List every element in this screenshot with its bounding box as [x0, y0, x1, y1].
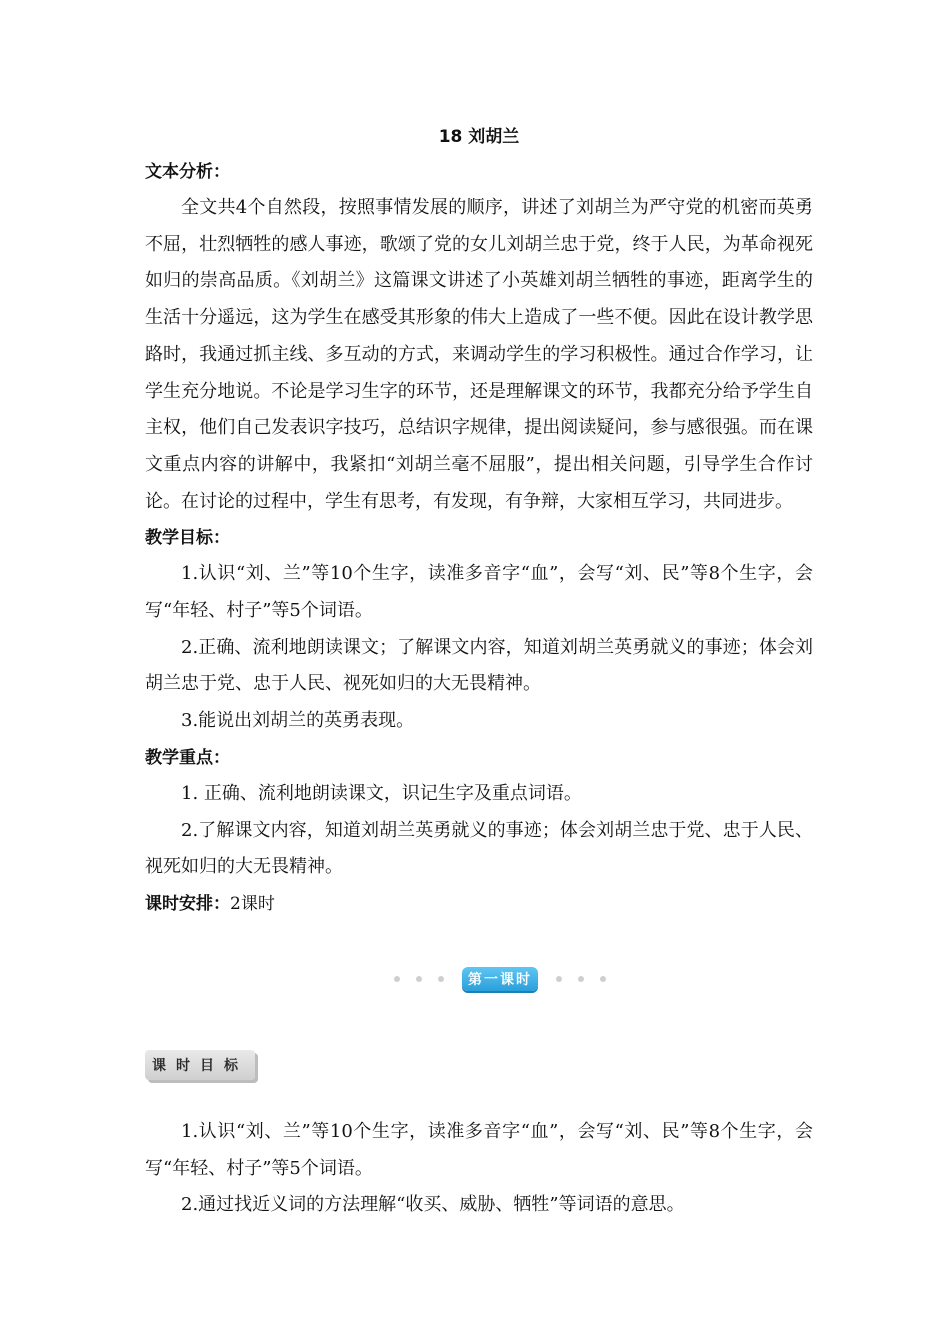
schedule-heading: 课时安排： [145, 893, 230, 914]
lesson-goal-tag-label: 课时目标 [152, 1058, 248, 1074]
lesson-goal-item: 1.认识“刘、兰”等10个生字，读准多音字“血”，会写“刘、民”等8个生字，会写“年轻、村子”等5个词语。 [145, 1121, 813, 1179]
lesson-goals [145, 1114, 813, 1224]
schedule-value: 2课时 [230, 893, 275, 914]
divider-dot [600, 976, 606, 982]
analysis-text: 全文共4个自然段，按照事情发展的顺序，讲述了刘胡兰为严守党的机密而英勇不屈，壮烈牺牲的感人事迹，歌颂了党的女儿刘胡兰忠于党，终于人民，为革命视死如归的崇高品质。《刘胡兰》这篇课文讲述了小英雄刘胡兰牺牲的事迹，距离学生的生活十分遥远，这为学生在感受其形象的伟大上造成了一些不便。因此在设计教学思路时，我通过抓主线、多互动的方式，来调动学生的学习积极性。通过合作学习，让学生充分地说。不论是学习生字的环节，还是理解课文的环节，我都充分给予学生自主权，他们自己发表识字技巧，总结识字规律，提出阅读疑问，参与感很强。而在课文重点内容的讲解中，我紧扣“刘胡兰毫不屈服”，提出相关问题，引导学生合作讨论。在讨论的过程中，学生有思考，有发现，有争辩，大家相互学习，共同进步。 [145, 197, 813, 512]
goal-item: 3.能说出刘胡兰的英勇表现。 [181, 710, 415, 732]
lesson-badge [462, 967, 538, 991]
divider-dot [438, 976, 444, 982]
lesson-goal-tag [145, 1050, 255, 1080]
goal-item: 2.正确、流利地朗读课文；了解课文内容，知道刘胡兰英勇就义的事迹；体会刘胡兰忠于党、忠于人民、视死如归的大无畏精神。 [145, 636, 813, 695]
goal-item: 1.认识“刘、兰”等10个生字，读准多音字“血”，会写“刘、民”等8个生字，会写“年轻、村子”等5个词语。 [145, 563, 813, 622]
divider-dot [578, 976, 584, 982]
divider-dot [394, 976, 400, 982]
page-title: 18 刘胡兰 [438, 127, 520, 147]
goals-heading: 教学目标： [145, 528, 230, 549]
schedule-line [145, 886, 813, 922]
focus-heading: 教学重点： [145, 747, 230, 768]
document-body [145, 120, 813, 922]
lesson-divider [360, 962, 640, 996]
lesson-badge-label: 第一课时 [468, 972, 532, 988]
focus-item: 2.了解课文内容，知道刘胡兰英勇就义的事迹；体会刘胡兰忠于党、忠于人民、视死如归的大无畏精神。 [145, 819, 813, 878]
lesson-goal-item: 2.通过找近义词的方法理解“收买、威胁、牺牲”等词语的意思。 [181, 1194, 685, 1216]
analysis-heading: 文本分析： [145, 162, 230, 182]
focus-item: 1. 正确、流利地朗读课文，识记生字及重点词语。 [181, 782, 582, 804]
divider-dot [556, 976, 562, 982]
divider-dot [416, 976, 422, 982]
